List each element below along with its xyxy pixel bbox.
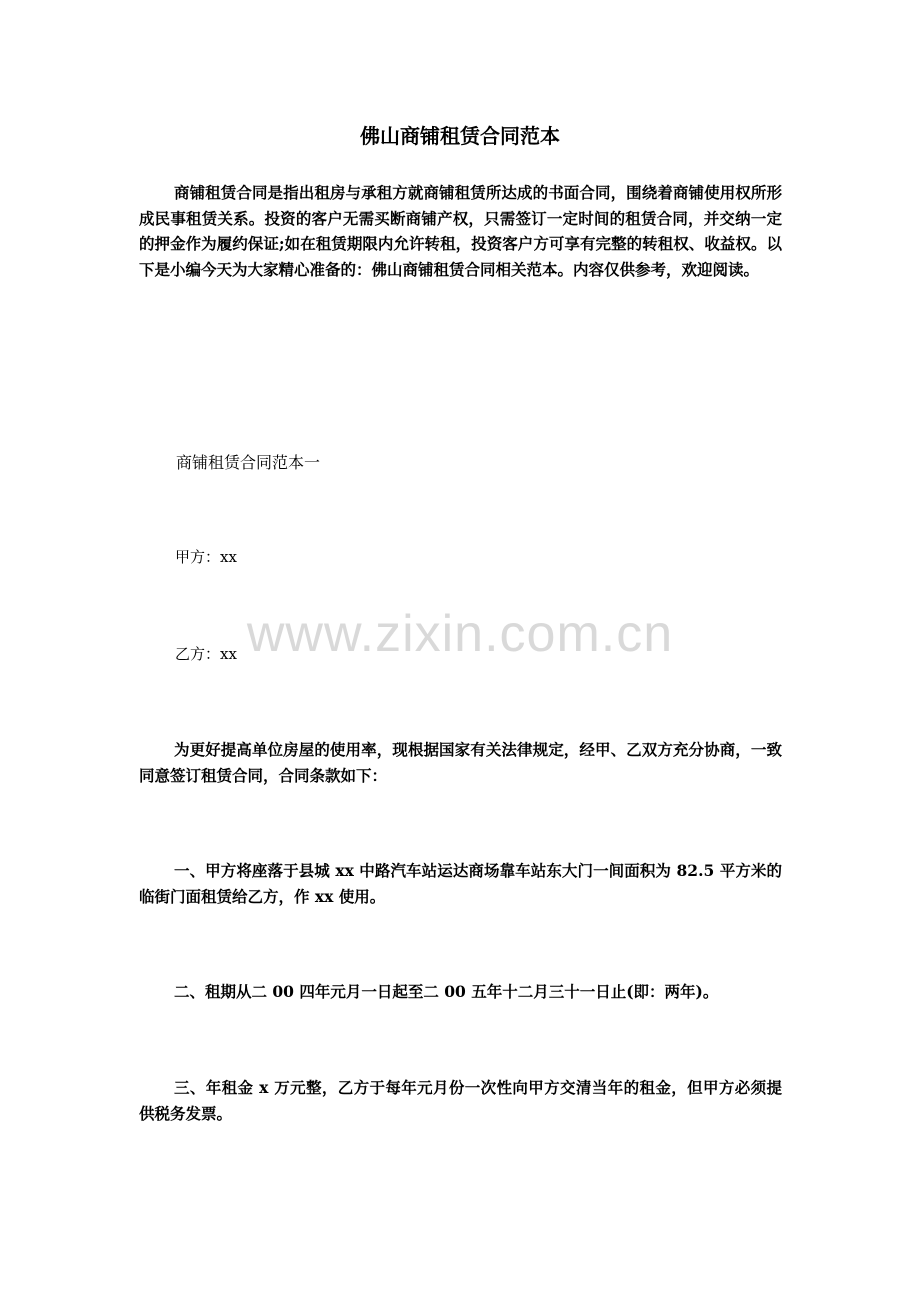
clause-3-paragraph: 三、年租金 x 万元整，乙方于每年元月份一次性向甲方交清当年的租金，但甲方必须提供税务发票。	[139, 1078, 782, 1123]
agreement-paragraph: 为更好提高单位房屋的使用率，现根据国家有关法律规定，经甲、乙双方充分协商，一致同意签订租赁合同，合同条款如下：	[139, 740, 782, 785]
document-title: 佛山商铺租赁合同范本	[360, 124, 560, 148]
watermark: www.zixin.com.cn	[246, 605, 674, 663]
intro-paragraph: 商铺租赁合同是指出租房与承租方就商铺租赁所达成的书面合同，围绕着商铺使用权所形成民事租赁关系。投资的客户无需买断商铺产权，只需签订一定时间的租赁合同，并交纳一定的押金作为履约保证;如在租赁期限内允许转租，投资客户方可享有完整的转租权、收益权。以下是小编今天为大家精心准备的：佛山商铺租赁合同相关范本。内容仅供参考，欢迎阅读。	[139, 183, 782, 279]
section-heading: 商铺租赁合同范本一	[176, 453, 321, 472]
clause-1-paragraph: 一、甲方将座落于县城 xx 中路汽车站运达商场靠车站东大门一间面积为 82.5 平方米的临街门面租赁给乙方，作 xx 使用。	[139, 861, 782, 906]
party-a-line: 甲方：xx	[175, 548, 237, 566]
clause-2-paragraph: 二、租期从二 00 四年元月一日起至二 00 五年十二月三十一日止(即：两年)。	[174, 982, 719, 1001]
party-b-line: 乙方：xx	[175, 645, 237, 663]
